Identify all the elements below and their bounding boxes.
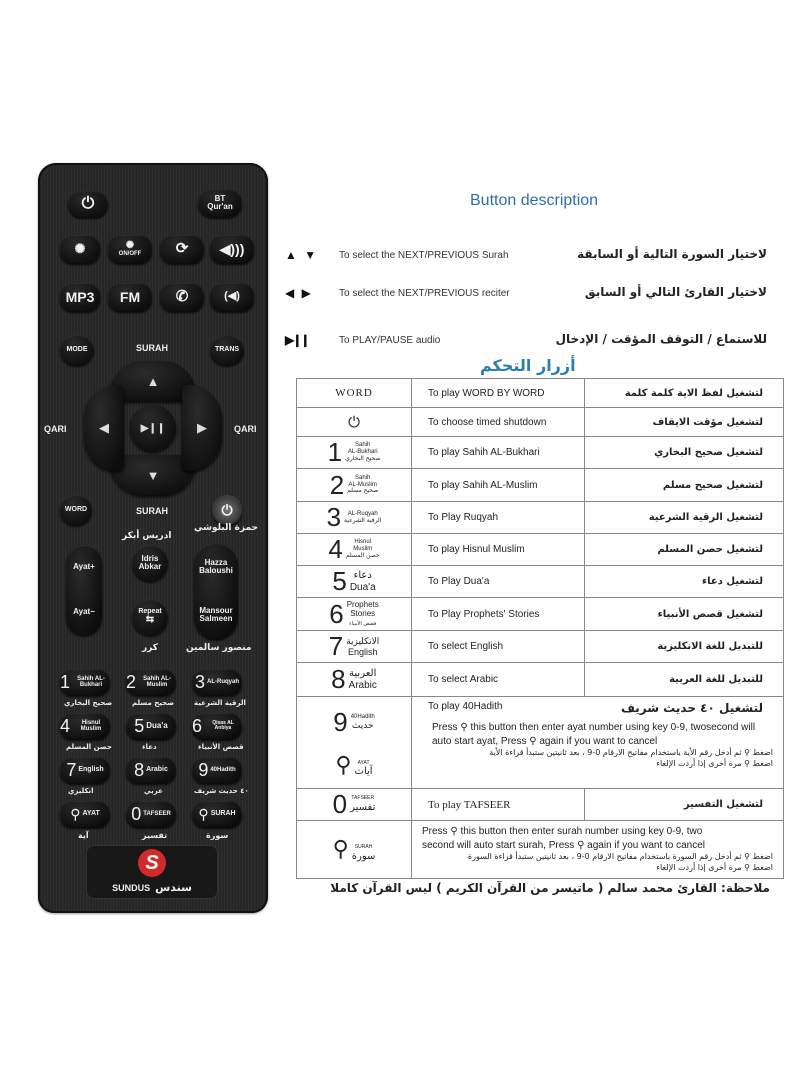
mode-button[interactable] [60,335,94,365]
sync-icon: ⟳ [175,240,189,258]
key-6-ar-label: قصص الأنبياء [198,743,244,751]
ayat-minus-button[interactable]: Ayat− [73,607,95,617]
table-row [297,631,784,663]
row-ar: لتشغيل دعاء [585,566,784,598]
key-5-ar-label: دعاء [142,743,157,751]
hadith-ayat-cell [412,697,784,789]
mode-label: MODE [66,346,88,354]
hazza-ar-label: حمزة البلوشي [194,523,258,533]
table-row [297,789,784,821]
lightbulb-icon: ✺ [74,241,86,257]
key-3[interactable]: 3 AL-Ruqyah [192,669,242,695]
row-ar: للتبديل للغة الانكليزية [585,631,784,663]
key-7[interactable]: 7 English [60,757,110,783]
timer-icon: ⏻ [297,408,412,437]
desc-ar: لاختيار القارئ التالي أو السابق [584,285,767,299]
key-2[interactable]: 2 Sahih AL-Muslim [126,669,176,695]
timer-power-icon: ⏻ [221,501,233,518]
table-row [297,566,784,598]
row-ar: لتشغيل لفظ الاية كلمة كلمة [585,379,784,408]
key-word: WORD [297,379,412,408]
footer-note: ملاحظة: القارئ محمد سالم ( ماتيسر من القرآن الكريم ) ليس القرآن كاملا [330,881,770,895]
idris-ar-label: ادريس أبكر [122,531,172,541]
left-right-arrows-icon: ◀ ▶ [285,286,313,300]
desc-en: To select the NEXT/PREVIOUS reciter [339,288,510,299]
volume-down-icon: (◀) [224,290,240,303]
row-en: To play Sahih AL-Muslim [412,469,585,502]
row-en: To Play Prophets' Stories [412,598,585,631]
phone-icon: ✆ [175,288,189,306]
reciter-rocker[interactable] [194,543,238,639]
row-ar: للتبديل للغة العربية [585,663,784,697]
tafseer-ar-label: تفسير [142,831,168,840]
key-1-cell: 1 Sahih AL-Bukhari صحيح البخاري [297,437,412,469]
key-1-ar-label: صحيح البخاري [64,699,113,707]
table-row [297,469,784,502]
mansour-salmeen-button[interactable]: Mansour Salmeen [199,605,233,623]
surah-search-button[interactable]: ⚲ SURAH [192,801,242,827]
ayat-note-ar2: اضغط ⚲ مرة أخرى إذا أردت الإلغاء [656,758,773,768]
table-row [297,408,784,437]
key-9-ar-label: ٤٠ حديث شريف [194,787,249,795]
bt-quran-button[interactable] [198,189,242,217]
mp3-button[interactable] [60,283,100,311]
search-icon: ⚲ [335,752,352,777]
qari-right-label: QARI [234,424,257,434]
word-button[interactable] [60,495,92,525]
phone-button[interactable] [160,283,204,311]
abkar-label: Abkar [138,562,162,571]
fm-label: FM [119,288,141,305]
desc-row-surah [285,246,785,266]
key-0-cell: 0 TAFSEER تفسير [297,789,412,821]
key-6[interactable]: 6 Qisas AL Anbiya [192,713,242,739]
row-en: To play WORD BY WORD [412,379,585,408]
row-ar: لتشغيل صحيح مسلم [585,469,784,502]
timer-button[interactable] [212,495,242,525]
repeat-ar-label: كرر [142,643,159,653]
table-row [297,437,784,469]
key-2-ar-label: صحيح مسلم [132,699,174,707]
page-title: Button description [470,192,599,209]
controls-table [296,378,784,879]
key-6-cell: 6 Prophets Stories قصص الأنبياء [297,598,412,631]
row-ar: لتشغيل الرقية الشرعية [585,502,784,534]
key-2-cell: 2 Sahih AL-Muslim صحيح مسلم [297,469,412,502]
controls-title-ar: أزرار التحكم [480,356,576,375]
key-4[interactable]: 4 Hisnul Muslim [60,713,110,739]
key-8-ar-label: عربي [144,787,163,795]
repeat-label: Repeat [138,608,162,616]
bluetooth-repeat-button[interactable] [160,235,204,263]
hazza-baloushi-button[interactable]: Hazza Baloushi [199,557,233,575]
ayat-note-ar1: اضغط ⚲ ثم أدخل رقم الأية باستخدام مفاتيح الارقام 0-9 ، بعد ثانيتين ستبدأ قراءة الأية [489,748,773,757]
mp3-label: MP3 [65,288,95,305]
key-7-ar-label: انكليزي [68,787,94,795]
word-label: WORD [64,506,88,514]
row-en: To choose timed shutdown [412,408,585,437]
surah-up-label: SURAH [135,343,168,353]
row-en: To play Sahih AL-Bukhari [412,437,585,469]
repeat-button[interactable] [132,599,168,635]
trans-label: TRANS [214,346,240,354]
power-icon: ⏻ [81,194,95,212]
volume-up-icon: ◀))) [219,240,245,257]
ayat-plus-button[interactable]: Ayat+ [73,562,95,572]
key-3-ar-label: الرقية الشرعية [194,699,246,707]
surah-ar-label: سورة [206,831,229,840]
mansour-ar-label: منصور سالمين [186,643,252,653]
light-button[interactable] [60,235,100,263]
row-en: To play 40Hadith [428,701,503,712]
key-4-cell: 4 Hisnul Muslim حصن المسلم [297,534,412,566]
desc-en: To select the NEXT/PREVIOUS Surah [339,250,509,261]
row-en: To Play Dua'a [412,566,585,598]
table-row [297,379,784,408]
row-en: To play Hisnul Muslim [412,534,585,566]
surah-note-ar2: اضغط ⚲ مرة أخرى إذا أردت الإلغاء [656,862,773,872]
arrow-left-icon: ◀ [99,420,109,435]
ayat-instructions [412,717,783,774]
surah-note-ar1: اضغط ⚲ ثم أدخل رقم السورة باستخدام مفاتيح الارقام 0-9 ، بعد ثانيتين ستبدأ قراءة السورة [467,852,773,861]
bt-label: BT [214,193,226,203]
search-icon: ⚲ [332,836,349,862]
desc-en: To PLAY/PAUSE audio [339,335,441,346]
key-5[interactable]: 5 Dua'a [126,713,176,739]
surah-search-cell: ⚲ SURAH سورة [297,821,412,879]
desc-row-play [285,331,785,351]
row-ar: لتشغيل التفسير [585,789,784,821]
desc-row-reciter [285,284,785,304]
qari-next-button[interactable] [182,385,222,471]
surah-down-label: SURAH [135,506,168,516]
desc-ar: للاستماع / التوقف المؤقت / الإدخال [555,332,767,346]
play-pause-button[interactable] [130,405,176,451]
row-en: To select English [412,631,585,663]
light-onoff-button[interactable] [108,235,152,263]
surah-instructions-cell [412,821,784,879]
ayat-search-button[interactable]: ⚲ AYAT [60,801,110,827]
row-en: To Play Ruqyah [412,502,585,534]
table-row [297,502,784,534]
surah-note-en: Press ⚲ this button then enter surah number using key 0-9, two second will auto start surah, Press ⚲ again if you want to cancel [422,826,706,851]
surah-instructions [412,821,783,878]
row-ar: لتشغيل حصن المسلم [585,534,784,566]
arrow-right-icon: ▶ [197,420,207,435]
key-4-ar-label: حصن المسلم [66,743,112,751]
key-5-cell: 5 دعاء Dua'a [297,566,412,598]
up-down-arrows-icon: ▲ ▼ [285,248,319,262]
row-en: To play TAFSEER [412,789,585,821]
desc-ar: لاختيار السورة التالية أو السابقة [577,247,767,261]
search-icon: ⚲ [70,805,81,822]
key-3-cell: 3 AL-Ruqyah الرقية الشرعية [297,502,412,534]
table-row [297,697,784,789]
row-ar: لتشغيل مؤقت الايقاف [585,408,784,437]
brand-logo-area [86,845,218,899]
row-ar: لتشغيل صحيح البخاري [585,437,784,469]
idris-label: Idris [141,553,159,563]
key-8-cell: 8 العربية Arabic [297,663,412,697]
arrow-up-icon: ▲ [146,373,160,389]
quran-label: Qur'an [207,202,233,211]
key-8[interactable]: 8 Arabic [126,757,176,783]
volume-down-button[interactable] [210,283,254,311]
key-1[interactable]: 1 Sahih AL-Bukhari [60,669,110,695]
remote-control [38,163,268,913]
ayat-ar-label: آية [78,831,89,840]
row-ar: لتشغيل ٤٠ حديث شريف [620,701,763,715]
onoff-label: ON/OFF [118,251,142,258]
row-ar: لتشغيل قصص الأنبياء [585,598,784,631]
brand-name: SUNDUS سندس [112,881,192,894]
qari-left-label: QARI [44,424,67,434]
arrow-down-icon: ▼ [146,467,160,483]
ayat-note-en: Press ⚲ this button then enter ayat number using key 0-9, twosecond will auto start ayat, Press ⚲ again if you want to cancel [432,722,756,747]
volume-up-button[interactable] [210,235,254,263]
ayat-rocker[interactable] [66,545,102,635]
lightbulb-icon: ✺ [125,239,135,251]
table-row [297,534,784,566]
play-pause-icon: ▶❙❙ [285,333,309,347]
key-9[interactable]: 9 40Hadith [192,757,242,783]
key-9-ayat-cell: 9 40Hadith حديث ⚲ AYAT آيات [297,697,412,789]
play-pause-icon: ▶❙❙ [140,422,166,434]
key-7-cell: 7 الانكليزية English [297,631,412,663]
sundus-logo-icon: S [138,849,166,877]
fm-button[interactable] [108,283,152,311]
repeat-icon: ⇆ [145,614,155,626]
power-button[interactable] [68,191,108,217]
trans-button[interactable] [210,335,244,365]
table-row [297,663,784,697]
qari-prev-button[interactable] [84,385,124,471]
table-row [297,598,784,631]
row-en: To select Arabic [412,663,585,697]
idris-abkar-button[interactable] [132,545,168,581]
search-icon: ⚲ [198,805,209,822]
key-0[interactable]: 0 TAFSEER [126,801,176,827]
table-row [297,821,784,879]
